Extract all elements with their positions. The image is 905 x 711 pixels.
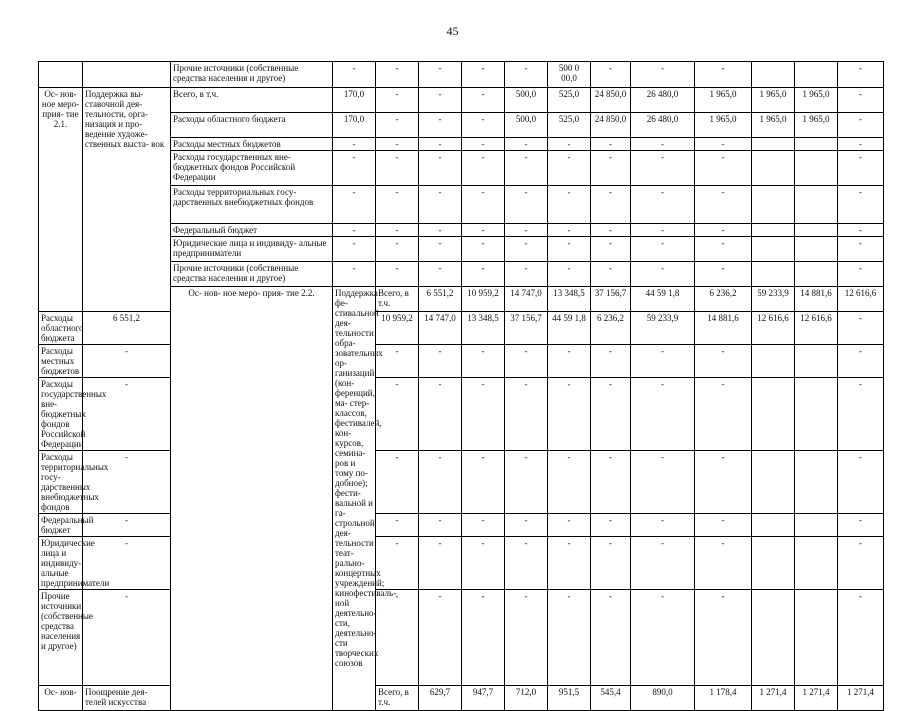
value-cell: 500 0 00,0: [548, 62, 591, 88]
value-cell: -: [591, 451, 631, 514]
value-cell: 1 178,4: [695, 686, 752, 711]
value-cell: -: [548, 224, 591, 237]
funding-source-cell: Всего, в т.ч.: [376, 686, 419, 711]
funding-source-cell: Федеральный бюджет: [39, 514, 83, 537]
table-row: [39, 590, 884, 686]
funding-source-cell: Прочие источники (собственные средства населения и другое): [171, 62, 333, 88]
value-cell: -: [462, 62, 505, 88]
value-cell: -: [548, 378, 591, 451]
value-cell: -: [376, 237, 419, 262]
value-cell: [795, 138, 838, 151]
value-cell: -: [591, 345, 631, 378]
value-cell: -: [505, 590, 548, 686]
value-cell: -: [548, 186, 591, 224]
value-cell: 12 616,6: [838, 287, 884, 312]
value-cell: 170,0: [333, 113, 376, 138]
value-cell: 13 348,5: [548, 287, 591, 312]
funding-source-cell: Расходы государственных вне- бюджетных фондов Российской Федерации: [171, 151, 333, 186]
value-cell: -: [462, 224, 505, 237]
value-cell: -: [333, 138, 376, 151]
value-cell: -: [695, 262, 752, 287]
value-cell: -: [838, 590, 884, 686]
value-cell: -: [376, 378, 419, 451]
value-cell: -: [591, 224, 631, 237]
value-cell: -: [462, 537, 505, 590]
value-cell: 525,0: [548, 113, 591, 138]
value-cell: [752, 590, 795, 686]
value-cell: [752, 514, 795, 537]
value-cell: -: [419, 537, 462, 590]
value-cell: -: [419, 345, 462, 378]
value-cell: -: [376, 537, 419, 590]
event-code-cell: Ос- нов- ное меро- прия- тие 2.1.: [39, 88, 83, 312]
value-cell: 1 965,0: [695, 113, 752, 138]
event-name-cell: [83, 62, 171, 88]
value-cell: -: [591, 590, 631, 686]
funding-source-cell: Федеральный бюджет: [171, 224, 333, 237]
value-cell: -: [838, 113, 884, 138]
value-cell: 12 616,6: [752, 312, 795, 345]
value-cell: -: [419, 138, 462, 151]
value-cell: [752, 138, 795, 151]
value-cell: -: [838, 224, 884, 237]
value-cell: -: [376, 451, 419, 514]
value-cell: 6 236,2: [591, 312, 631, 345]
value-cell: 44 59 1,8: [631, 287, 695, 312]
value-cell: -: [838, 451, 884, 514]
value-cell: 500,0: [505, 113, 548, 138]
table-row: [39, 345, 884, 378]
value-cell: -: [419, 514, 462, 537]
funding-source-cell: Юридические лица и индивиду- альные предприниматели: [39, 537, 83, 590]
value-cell: -: [83, 514, 171, 537]
value-cell: 545,4: [591, 686, 631, 711]
value-cell: -: [462, 138, 505, 151]
funding-source-cell: Расходы территориальных госу- дарственных внебюджетных фондов: [39, 451, 83, 514]
value-cell: -: [695, 514, 752, 537]
value-cell: -: [376, 345, 419, 378]
funding-source-cell: Расходы местных бюджетов: [39, 345, 83, 378]
value-cell: -: [376, 262, 419, 287]
value-cell: -: [631, 451, 695, 514]
value-cell: -: [838, 186, 884, 224]
value-cell: 1 271,4: [752, 686, 795, 711]
value-cell: -: [505, 151, 548, 186]
value-cell: -: [695, 590, 752, 686]
value-cell: [752, 451, 795, 514]
funding-source-cell: Юридические лица и индивиду- альные предприниматели: [171, 237, 333, 262]
value-cell: -: [376, 151, 419, 186]
page-number: 45: [446, 24, 459, 38]
value-cell: [795, 590, 838, 686]
value-cell: -: [462, 378, 505, 451]
value-cell: -: [591, 186, 631, 224]
value-cell: [795, 262, 838, 287]
value-cell: -: [376, 590, 419, 686]
table-row: [39, 537, 884, 590]
value-cell: [795, 62, 838, 88]
value-cell: -: [333, 237, 376, 262]
value-cell: -: [376, 113, 419, 138]
value-cell: 44 59 1,8: [548, 312, 591, 345]
value-cell: [752, 262, 795, 287]
value-cell: -: [505, 451, 548, 514]
value-cell: -: [376, 514, 419, 537]
value-cell: -: [591, 514, 631, 537]
value-cell: [752, 186, 795, 224]
funding-source-cell: Прочие источники (собственные средства населения и другое): [171, 262, 333, 287]
funding-source-cell: Всего, в т.ч.: [376, 287, 419, 312]
value-cell: -: [419, 88, 462, 113]
value-cell: [752, 537, 795, 590]
value-cell: -: [631, 345, 695, 378]
funding-source-cell: Всего, в т.ч.: [171, 88, 333, 113]
value-cell: -: [838, 345, 884, 378]
table-row: [39, 514, 884, 537]
value-cell: -: [548, 537, 591, 590]
value-cell: 37 156,7: [505, 312, 548, 345]
value-cell: -: [83, 451, 171, 514]
value-cell: -: [505, 224, 548, 237]
value-cell: -: [695, 186, 752, 224]
event-code-cell: Ос- нов- ное меро- прия- тие 2.2.: [171, 287, 333, 711]
value-cell: -: [419, 262, 462, 287]
value-cell: [752, 378, 795, 451]
value-cell: [795, 237, 838, 262]
budget-table: [38, 61, 884, 711]
value-cell: 1 965,0: [795, 88, 838, 113]
value-cell: 1 965,0: [795, 113, 838, 138]
value-cell: [752, 62, 795, 88]
value-cell: -: [591, 237, 631, 262]
value-cell: 1 271,4: [838, 686, 884, 711]
value-cell: 629,7: [419, 686, 462, 711]
value-cell: -: [333, 262, 376, 287]
value-cell: -: [462, 88, 505, 113]
value-cell: -: [838, 138, 884, 151]
value-cell: -: [838, 62, 884, 88]
value-cell: -: [419, 451, 462, 514]
value-cell: -: [333, 151, 376, 186]
value-cell: -: [419, 113, 462, 138]
value-cell: -: [695, 62, 752, 88]
funding-source-cell: Расходы областного бюджета: [171, 113, 333, 138]
value-cell: 14 881,6: [795, 287, 838, 312]
funding-source-cell: Расходы местных бюджетов: [171, 138, 333, 151]
value-cell: -: [419, 224, 462, 237]
value-cell: -: [505, 138, 548, 151]
value-cell: -: [419, 590, 462, 686]
value-cell: 1 965,0: [752, 88, 795, 113]
value-cell: -: [419, 151, 462, 186]
value-cell: [752, 151, 795, 186]
value-cell: [795, 514, 838, 537]
value-cell: 1 965,0: [695, 88, 752, 113]
value-cell: 10 959,2: [462, 287, 505, 312]
table-row: [39, 88, 884, 113]
value-cell: -: [333, 224, 376, 237]
value-cell: -: [376, 88, 419, 113]
value-cell: -: [548, 262, 591, 287]
value-cell: -: [505, 237, 548, 262]
value-cell: -: [695, 378, 752, 451]
value-cell: [795, 378, 838, 451]
value-cell: [795, 537, 838, 590]
value-cell: -: [462, 345, 505, 378]
value-cell: -: [505, 62, 548, 88]
value-cell: -: [83, 537, 171, 590]
value-cell: 170,0: [333, 88, 376, 113]
value-cell: 951,5: [548, 686, 591, 711]
table-row: [39, 312, 884, 345]
value-cell: [752, 345, 795, 378]
value-cell: 890,0: [631, 686, 695, 711]
value-cell: -: [631, 186, 695, 224]
value-cell: -: [838, 262, 884, 287]
value-cell: -: [548, 590, 591, 686]
funding-source-cell: Прочие источники (собственные средства населения и другое): [39, 590, 83, 686]
value-cell: -: [695, 345, 752, 378]
value-cell: -: [505, 378, 548, 451]
value-cell: 13 348,5: [462, 312, 505, 345]
value-cell: -: [695, 237, 752, 262]
value-cell: -: [631, 237, 695, 262]
value-cell: -: [838, 537, 884, 590]
value-cell: [752, 237, 795, 262]
value-cell: 500,0: [505, 88, 548, 113]
value-cell: -: [83, 378, 171, 451]
value-cell: -: [838, 378, 884, 451]
value-cell: -: [631, 537, 695, 590]
value-cell: 24 850,0: [591, 88, 631, 113]
table-row: [39, 62, 884, 88]
value-cell: 6 551,2: [83, 312, 171, 345]
value-cell: -: [631, 514, 695, 537]
value-cell: -: [838, 151, 884, 186]
value-cell: 712,0: [505, 686, 548, 711]
value-cell: -: [462, 262, 505, 287]
value-cell: -: [462, 237, 505, 262]
value-cell: -: [631, 262, 695, 287]
value-cell: -: [591, 138, 631, 151]
value-cell: -: [505, 345, 548, 378]
value-cell: 525,0: [548, 88, 591, 113]
value-cell: 10 959,2: [376, 312, 419, 345]
value-cell: -: [695, 138, 752, 151]
value-cell: -: [83, 345, 171, 378]
value-cell: 1 271,4: [795, 686, 838, 711]
value-cell: -: [83, 590, 171, 686]
value-cell: -: [591, 62, 631, 88]
value-cell: -: [505, 537, 548, 590]
value-cell: -: [376, 62, 419, 88]
funding-source-cell: Расходы территориальных госу- дарственных внебюджетных фондов: [171, 186, 333, 224]
value-cell: 26 480,0: [631, 113, 695, 138]
value-cell: -: [631, 138, 695, 151]
event-name-cell: Поощрение дея- телей искусства: [83, 686, 171, 711]
value-cell: -: [838, 514, 884, 537]
value-cell: 12 616,6: [795, 312, 838, 345]
value-cell: 6 236,2: [695, 287, 752, 312]
event-name-cell: Поддержка фе- стивальной дея- тельности обра- зовательных ор- ганизаций (кон- ференций, ма- стер-классов, фестивалей, кон- курсов, семина- ров и тому по- добное); фести- вальной и га- строльной дея- тельности теат- рально- концертных учреждений; кинофестиваль- ной деятельно- сти, деятельно- сти творческих союзов: [333, 287, 376, 711]
value-cell: -: [548, 514, 591, 537]
funding-source-cell: Расходы государственных вне- бюджетных фондов Российской Федерации: [39, 378, 83, 451]
table-row: [39, 686, 884, 711]
value-cell: [795, 186, 838, 224]
value-cell: 24 850,0: [591, 113, 631, 138]
value-cell: -: [591, 151, 631, 186]
value-cell: 26 480,0: [631, 88, 695, 113]
value-cell: -: [591, 537, 631, 590]
value-cell: -: [838, 237, 884, 262]
value-cell: -: [376, 186, 419, 224]
value-cell: 14 747,0: [419, 312, 462, 345]
value-cell: -: [631, 224, 695, 237]
value-cell: -: [505, 262, 548, 287]
value-cell: [795, 224, 838, 237]
event-code-cell: Ос- нов-: [39, 686, 83, 711]
value-cell: -: [548, 345, 591, 378]
value-cell: -: [591, 262, 631, 287]
value-cell: -: [505, 514, 548, 537]
value-cell: -: [505, 186, 548, 224]
value-cell: [795, 345, 838, 378]
value-cell: -: [462, 514, 505, 537]
value-cell: -: [548, 151, 591, 186]
value-cell: [795, 151, 838, 186]
value-cell: -: [838, 312, 884, 345]
event-code-cell: [39, 62, 83, 88]
value-cell: -: [695, 224, 752, 237]
value-cell: 59 233,9: [752, 287, 795, 312]
value-cell: -: [591, 378, 631, 451]
funding-source-cell: Расходы областного бюджета: [39, 312, 83, 345]
value-cell: 37 156,7: [591, 287, 631, 312]
event-name-cell: Поддержка вы- ставочной дея- тельности, орга- низация и про- ведение художе- ственных выста- вок: [83, 88, 171, 312]
value-cell: 1 965,0: [752, 113, 795, 138]
table-row: [39, 378, 884, 451]
value-cell: -: [462, 113, 505, 138]
value-cell: -: [695, 151, 752, 186]
value-cell: -: [419, 378, 462, 451]
value-cell: -: [695, 451, 752, 514]
value-cell: 14 747,0: [505, 287, 548, 312]
table-row: [39, 451, 884, 514]
value-cell: [752, 224, 795, 237]
value-cell: -: [419, 186, 462, 224]
value-cell: -: [631, 378, 695, 451]
value-cell: -: [548, 237, 591, 262]
value-cell: -: [462, 151, 505, 186]
value-cell: 59 233,9: [631, 312, 695, 345]
value-cell: -: [333, 186, 376, 224]
value-cell: -: [376, 224, 419, 237]
value-cell: -: [462, 186, 505, 224]
value-cell: -: [631, 151, 695, 186]
value-cell: -: [631, 590, 695, 686]
value-cell: -: [695, 537, 752, 590]
value-cell: 14 881,6: [695, 312, 752, 345]
value-cell: 947,7: [462, 686, 505, 711]
value-cell: -: [548, 138, 591, 151]
value-cell: -: [631, 62, 695, 88]
value-cell: -: [548, 451, 591, 514]
value-cell: -: [838, 88, 884, 113]
value-cell: -: [333, 62, 376, 88]
value-cell: [795, 451, 838, 514]
value-cell: -: [462, 451, 505, 514]
value-cell: -: [376, 138, 419, 151]
value-cell: 6 551,2: [419, 287, 462, 312]
value-cell: -: [462, 590, 505, 686]
value-cell: -: [419, 237, 462, 262]
value-cell: -: [419, 62, 462, 88]
